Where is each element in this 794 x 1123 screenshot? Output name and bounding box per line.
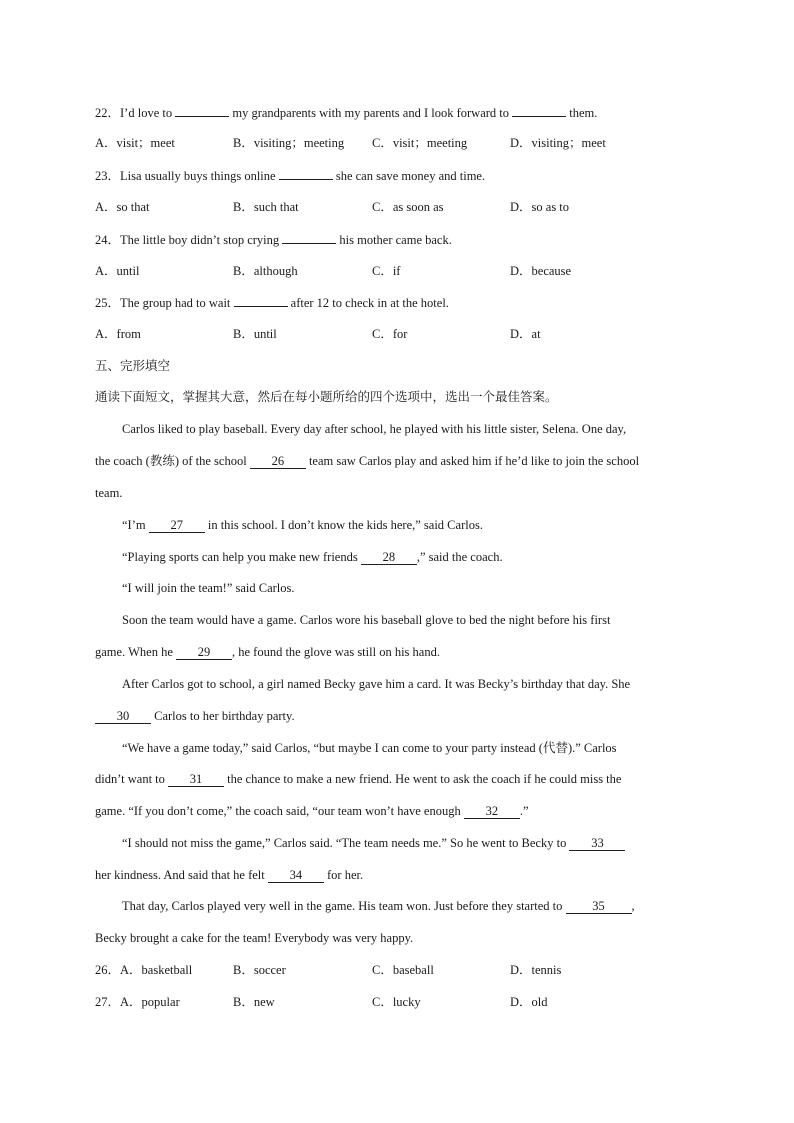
passage-text: her kindness. And said that he felt <box>95 868 265 882</box>
passage-text: game. “If you don’t come,” the coach said, “our team won’t have enough <box>95 804 461 818</box>
passage-text: for her. <box>327 868 364 882</box>
question-number: 25． <box>95 296 121 310</box>
option-d: D．so as to <box>510 200 570 214</box>
blank-35: 35 <box>566 899 632 914</box>
passage-line: “I will join the team!” said Carlos. <box>122 581 295 595</box>
passage-text: “Playing sports can help you make new friends <box>122 550 358 564</box>
blank-33: 33 <box>569 836 625 851</box>
question-25 <box>95 294 449 311</box>
option-a: A．visit；meet <box>95 136 175 150</box>
passage-text: That day, Carlos played very well in the game. His team won. Just before they started to <box>122 899 563 913</box>
question-24 <box>95 231 452 248</box>
question-text: his mother came back. <box>339 233 452 247</box>
blank-31: 31 <box>168 772 224 787</box>
question-number: 23． <box>95 169 121 183</box>
passage-text: “I should not miss the game,” Carlos said. “The team needs me.” So he went to Becky to <box>122 836 567 850</box>
passage-line: After Carlos got to school, a girl named Becky gave him a card. It was Becky’s birthday that day. She <box>122 677 631 691</box>
question-text: she can save money and time. <box>335 169 486 183</box>
option-a: A．until <box>95 264 140 278</box>
passage-text: team saw Carlos play and asked him if he’d like to join the school <box>308 454 640 468</box>
option-a: A．so that <box>95 200 150 214</box>
blank-28: 28 <box>361 550 417 565</box>
passage-line <box>95 867 363 883</box>
option-a: A．from <box>95 327 141 341</box>
question-text: after 12 to check in at the hotel. <box>290 296 449 310</box>
question-number: 24． <box>95 233 121 247</box>
section-instruction: 通读下面短文，掌握其大意，然后在每小题所给的四个选项中，选出一个最佳答案。 <box>95 389 558 404</box>
option-d: D．old <box>510 995 548 1009</box>
passage-line <box>95 771 621 787</box>
question-text: I’d love to <box>120 106 173 120</box>
question-23 <box>95 167 485 184</box>
passage-text: ,” said the coach. <box>416 550 503 564</box>
question-number: 26． <box>95 963 121 977</box>
choice-row-label <box>95 962 192 978</box>
option-b: B．soccer <box>233 963 286 977</box>
passage-line <box>122 549 503 565</box>
question-text: The group had to wait <box>120 296 231 310</box>
passage-text: Carlos to her birthday party. <box>154 709 295 723</box>
answer-blank <box>279 167 333 180</box>
passage-line: Carlos liked to play baseball. Every day after school, he played with his little sister, Selena. One day, <box>122 422 627 436</box>
answer-blank <box>234 294 288 307</box>
passage-text: , <box>631 899 635 913</box>
option-b: B．until <box>233 327 277 341</box>
passage-line <box>95 644 440 660</box>
option-b: B．visiting；meeting <box>233 136 345 150</box>
option-d: D．at <box>510 327 541 341</box>
option-a: A．basketball <box>120 963 193 977</box>
question-number: 22． <box>95 106 121 120</box>
option-b: B．although <box>233 264 298 278</box>
option-a: A．popular <box>120 995 180 1009</box>
passage-text: in this school. I don’t know the kids here,” said Carlos. <box>207 518 483 532</box>
passage-text: .” <box>519 804 529 818</box>
option-c: C．lucky <box>372 995 421 1009</box>
option-d: D．visiting；meet <box>510 136 606 150</box>
blank-27: 27 <box>149 518 205 533</box>
section-title: 五、完形填空 <box>95 358 171 373</box>
passage-line: Becky brought a cake for the team! Everybody was very happy. <box>95 931 414 945</box>
passage-text: the coach (教练) of the school <box>95 454 247 468</box>
option-c: C．visit；meeting <box>372 136 468 150</box>
question-text: them. <box>569 106 598 120</box>
blank-34: 34 <box>268 868 324 883</box>
choice-row-label <box>95 994 180 1010</box>
option-c: C．baseball <box>372 963 434 977</box>
question-text: The little boy didn’t stop crying <box>120 233 280 247</box>
option-c: C．if <box>372 264 401 278</box>
question-22 <box>95 104 597 121</box>
passage-line <box>122 898 635 914</box>
question-text: Lisa usually buys things online <box>120 169 276 183</box>
passage-line <box>122 517 483 533</box>
passage-line <box>122 835 625 851</box>
passage-line: Soon the team would have a game. Carlos wore his baseball glove to bed the night before his first <box>122 613 611 627</box>
passage-line <box>95 708 295 724</box>
question-text: my grandparents with my parents and I look forward to <box>232 106 510 120</box>
passage-line <box>95 803 529 819</box>
option-b: B．such that <box>233 200 299 214</box>
passage-line: team. <box>95 486 123 500</box>
passage-text: , he found the glove was still on his hand. <box>232 645 440 659</box>
passage-line <box>95 453 639 469</box>
question-number: 27． <box>95 995 121 1009</box>
passage-text: the chance to make a new friend. He went to ask the coach if he could miss the <box>227 772 622 786</box>
option-b: B．new <box>233 995 275 1009</box>
passage-line: “We have a game today,” said Carlos, “but maybe I can come to your party instead (代替).” Carlos <box>122 741 617 755</box>
option-d: D．tennis <box>510 963 562 977</box>
passage-text: game. When he <box>95 645 173 659</box>
passage-text: “I’m <box>122 518 146 532</box>
blank-29: 29 <box>176 645 232 660</box>
blank-30: 30 <box>95 709 151 724</box>
blank-26: 26 <box>250 454 306 469</box>
blank-32: 32 <box>464 804 520 819</box>
answer-blank <box>282 231 336 244</box>
option-c: C．for <box>372 327 408 341</box>
option-c: C．as soon as <box>372 200 444 214</box>
answer-blank <box>175 104 229 117</box>
answer-blank <box>512 104 566 117</box>
option-d: D．because <box>510 264 572 278</box>
passage-text: didn’t want to <box>95 772 165 786</box>
